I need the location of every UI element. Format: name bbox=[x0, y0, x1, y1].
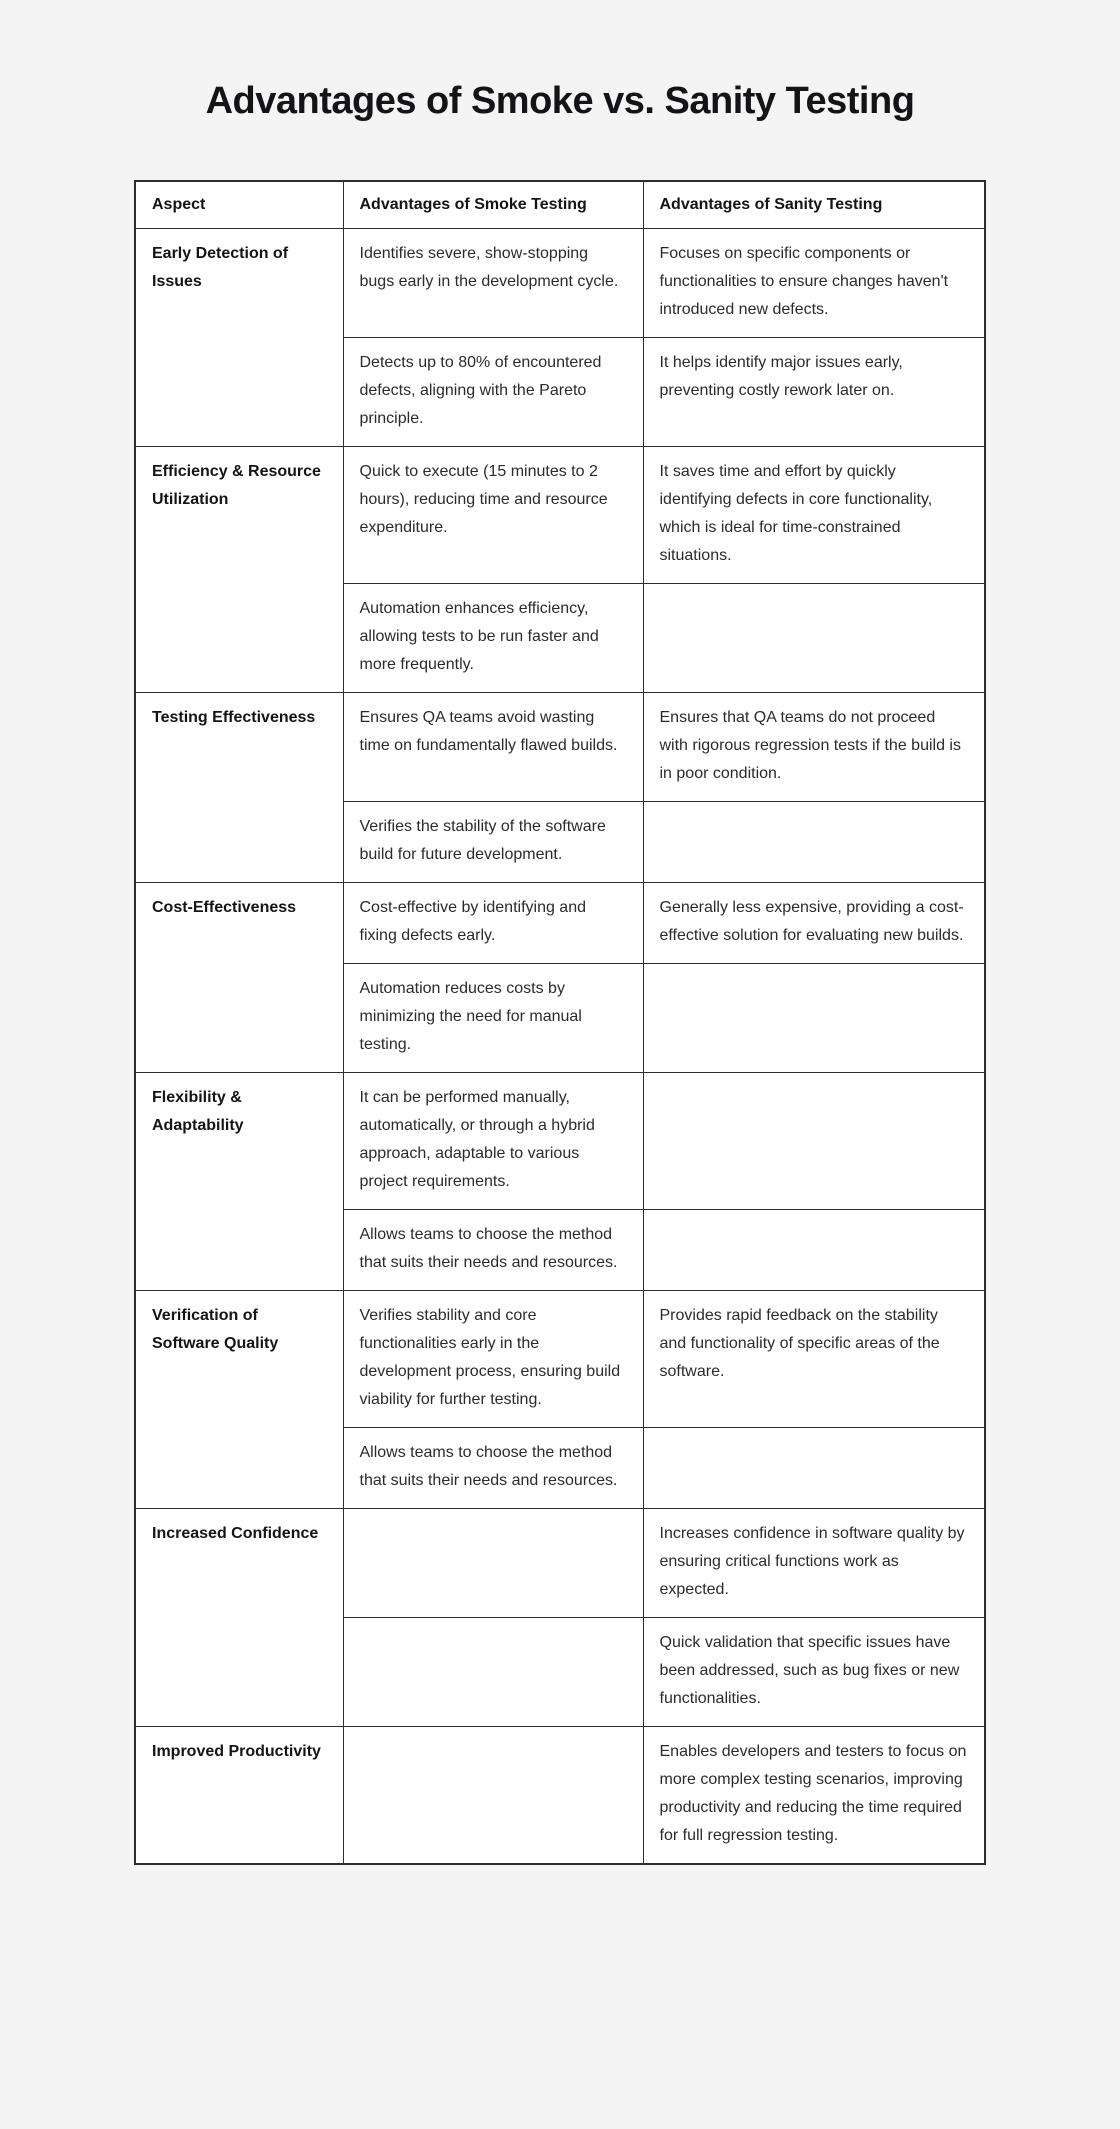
smoke-cell: Detects up to 80% of encountered defects, aligning with the Pareto principle. bbox=[343, 338, 643, 447]
sanity-cell bbox=[643, 1210, 985, 1291]
smoke-cell: Automation reduces costs by minimizing the need for manual testing. bbox=[343, 964, 643, 1073]
smoke-cell: Allows teams to choose the method that suits their needs and resources. bbox=[343, 1210, 643, 1291]
sanity-cell: Focuses on specific components or functionalities to ensure changes haven't introduced new defects. bbox=[643, 229, 985, 338]
aspect-cell: Improved Productivity bbox=[135, 1727, 343, 1865]
table-row bbox=[135, 1073, 985, 1210]
table-row bbox=[135, 229, 985, 338]
aspect-cell: Verification of Software Quality bbox=[135, 1291, 343, 1509]
smoke-cell: Allows teams to choose the method that suits their needs and resources. bbox=[343, 1428, 643, 1509]
smoke-cell: Identifies severe, show-stopping bugs early in the development cycle. bbox=[343, 229, 643, 338]
smoke-cell: Automation enhances efficiency, allowing tests to be run faster and more frequently. bbox=[343, 584, 643, 693]
sanity-cell bbox=[643, 584, 985, 693]
table-row bbox=[135, 447, 985, 584]
smoke-cell: Ensures QA teams avoid wasting time on fundamentally flawed builds. bbox=[343, 693, 643, 802]
sanity-cell: Quick validation that specific issues have been addressed, such as bug fixes or new functionalities. bbox=[643, 1618, 985, 1727]
page-title: Advantages of Smoke vs. Sanity Testing bbox=[205, 80, 915, 122]
aspect-cell: Flexibility & Adaptability bbox=[135, 1073, 343, 1291]
sanity-cell: Provides rapid feedback on the stability and functionality of specific areas of the software. bbox=[643, 1291, 985, 1428]
aspect-cell: Testing Effectiveness bbox=[135, 693, 343, 883]
smoke-cell: Quick to execute (15 minutes to 2 hours), reducing time and resource expenditure. bbox=[343, 447, 643, 584]
smoke-cell bbox=[343, 1618, 643, 1727]
smoke-cell: Verifies stability and core functionalities early in the development process, ensuring build viability for further testing. bbox=[343, 1291, 643, 1428]
column-header-smoke: Advantages of Smoke Testing bbox=[343, 181, 643, 229]
sanity-cell: It helps identify major issues early, preventing costly rework later on. bbox=[643, 338, 985, 447]
smoke-cell bbox=[343, 1727, 643, 1865]
smoke-cell: Cost-effective by identifying and fixing defects early. bbox=[343, 883, 643, 964]
sanity-cell bbox=[643, 802, 985, 883]
comparison-table bbox=[134, 180, 986, 1865]
aspect-cell: Cost-Effectiveness bbox=[135, 883, 343, 1073]
sanity-cell: Increases confidence in software quality by ensuring critical functions work as expected. bbox=[643, 1509, 985, 1618]
smoke-cell: It can be performed manually, automatically, or through a hybrid approach, adaptable to various project requirements. bbox=[343, 1073, 643, 1210]
column-header-sanity: Advantages of Sanity Testing bbox=[643, 181, 985, 229]
table-row bbox=[135, 883, 985, 964]
smoke-cell: Verifies the stability of the software build for future development. bbox=[343, 802, 643, 883]
aspect-cell: Increased Confidence bbox=[135, 1509, 343, 1727]
column-header-aspect: Aspect bbox=[135, 181, 343, 229]
smoke-cell bbox=[343, 1509, 643, 1618]
sanity-cell bbox=[643, 1428, 985, 1509]
header-row bbox=[135, 181, 985, 229]
aspect-cell: Early Detection of Issues bbox=[135, 229, 343, 447]
sanity-cell: Enables developers and testers to focus on more complex testing scenarios, improving productivity and reducing the time required for full regression testing. bbox=[643, 1727, 985, 1865]
table-row bbox=[135, 1727, 985, 1865]
sanity-cell: Ensures that QA teams do not proceed with rigorous regression tests if the build is in poor condition. bbox=[643, 693, 985, 802]
table-row bbox=[135, 1291, 985, 1428]
sanity-cell: It saves time and effort by quickly identifying defects in core functionality, which is ideal for time-constrained situations. bbox=[643, 447, 985, 584]
aspect-cell: Efficiency & Resource Utilization bbox=[135, 447, 343, 693]
sanity-cell: Generally less expensive, providing a cost-effective solution for evaluating new builds. bbox=[643, 883, 985, 964]
table-row bbox=[135, 693, 985, 802]
sanity-cell bbox=[643, 1073, 985, 1210]
sanity-cell bbox=[643, 964, 985, 1073]
table-row bbox=[135, 1509, 985, 1618]
